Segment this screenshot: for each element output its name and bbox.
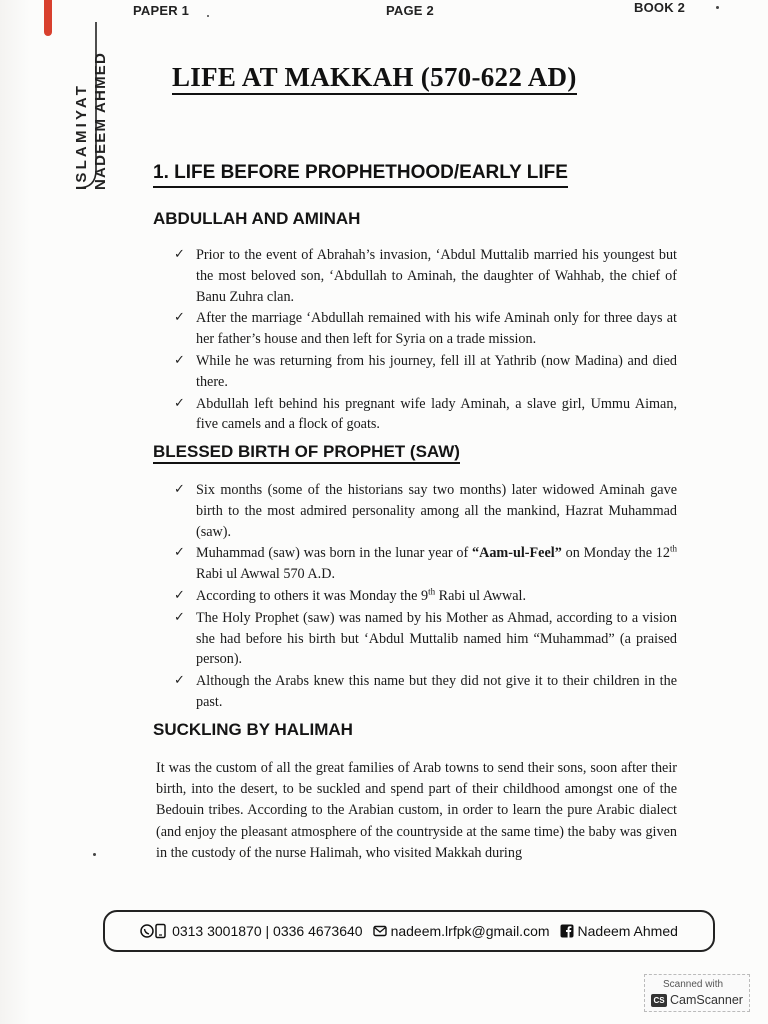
footer-facebook (560, 923, 678, 939)
contact-footer (103, 910, 715, 952)
stray-dot (716, 6, 719, 9)
camscanner-name: CamScanner (670, 993, 743, 1007)
subsection-title-abdullah: ABDULLAH AND AMINAH (153, 209, 361, 228)
list-item: ✓ While he was returning from his journey, fell ill at Yathrib (now Madina) and died there. (174, 352, 677, 390)
footer-email (373, 923, 550, 939)
whatsapp-phone-icon (140, 923, 168, 939)
check-mark-icon: ✓ (174, 352, 185, 368)
side-tab-subject: ISLAMIYAT (73, 82, 90, 190)
stray-dot (93, 853, 96, 856)
subsection-title-birth: BLESSED BIRTH OF PROPHET (SAW) (153, 442, 460, 464)
scan-edge-shadow (0, 0, 30, 1024)
facebook-icon (560, 924, 574, 938)
check-mark-icon: ✓ (174, 609, 185, 625)
page-title: LIFE AT MAKKAH (570-622 AD) (172, 62, 577, 95)
paragraph-halimah: It was the custom of all the great families of Arab towns to send their sons, soon after their birth, into the desert, to be suckled and spend part of their childhood amongst one of the Bedouin tribes. According to the Arabian custom, in order to learn the pure Arabic dialect (and enjoy the pleasant atmosphere of the countryside at the same time) the baby was given in the custody of the nurse Halimah, who visited Makkah during (156, 760, 677, 861)
side-tab-author: NADEEM AHMED (92, 51, 109, 190)
list-item: ✓ Abdullah left behind his pregnant wife lady Aminah, a slave girl, Ummu Aiman, five camels and a flock of goats. (174, 395, 677, 433)
stray-dot (207, 15, 209, 17)
check-mark-icon: ✓ (174, 482, 185, 497)
check-mark-icon: ✓ (174, 587, 185, 603)
footer-email-address: nadeem.lrfpk@gmail.com (390, 923, 550, 939)
check-mark-icon: ✓ (174, 395, 185, 411)
list-item: ✓ Muhammad (saw) was born in the lunar year of “Aam-ul-Feel” on Monday the 12th Rabi ul Awwal 570 A.D. (174, 543, 677, 583)
header-book: BOOK 2 (634, 0, 686, 15)
list-item: ✓ Although the Arabs knew this name but they did not give it to their children in the past. (174, 673, 677, 710)
footer-phone-numbers: 0313 3001870 | 0336 4673640 (172, 923, 363, 939)
red-bookmark-mark (44, 0, 52, 36)
subsection-title-halimah: SUCKLING BY HALIMAH (153, 720, 353, 739)
check-mark-icon: ✓ (174, 545, 185, 561)
section-title: 1. LIFE BEFORE PROPHETHOOD/EARLY LIFE (153, 162, 568, 188)
scanned-with-label: Scanned with (663, 979, 724, 990)
check-mark-icon: ✓ (174, 247, 185, 262)
check-mark-icon: ✓ (174, 673, 185, 689)
footer-phones (140, 923, 363, 939)
list-item: ✓ The Holy Prophet (saw) was named by his Mother as Ahmad, according to a vision she had before his birth but ‘Abdul Muttalib named him “Muhammad” (a praised person). (174, 609, 677, 668)
camscanner-watermark (644, 974, 750, 1012)
list-item: ✓ Prior to the event of Abrahah’s invasion, ‘Abdul Muttalib married his youngest but the most beloved son, ‘Abdullah to Aminah, the daughter of Wahhab, the chief of Banu Zuhra clan. (174, 247, 677, 305)
camscanner-logo-icon: CS (651, 994, 667, 1007)
list-item: ✓ After the marriage ‘Abdullah remained with his wife Aminah only for three days at her father’s house and then left for Syria on a trade mission. (174, 310, 677, 348)
header-page: PAGE 2 (386, 3, 434, 18)
envelope-icon (373, 925, 387, 937)
list-item: ✓ According to others it was Monday the 9th Rabi ul Awwal. (172, 586, 677, 607)
footer-facebook-name: Nadeem Ahmed (577, 923, 678, 939)
list-item: ✓ Six months (some of the historians say two months) later widowed Aminah gave birth to the most admired personality among all the mankind, Hazrat Muhammad (saw). (174, 482, 677, 540)
bullet-list-birth (172, 480, 677, 714)
check-mark-icon: ✓ (174, 310, 185, 326)
header-paper: PAPER 1 (133, 3, 190, 18)
bullet-list-abdullah (172, 245, 677, 436)
